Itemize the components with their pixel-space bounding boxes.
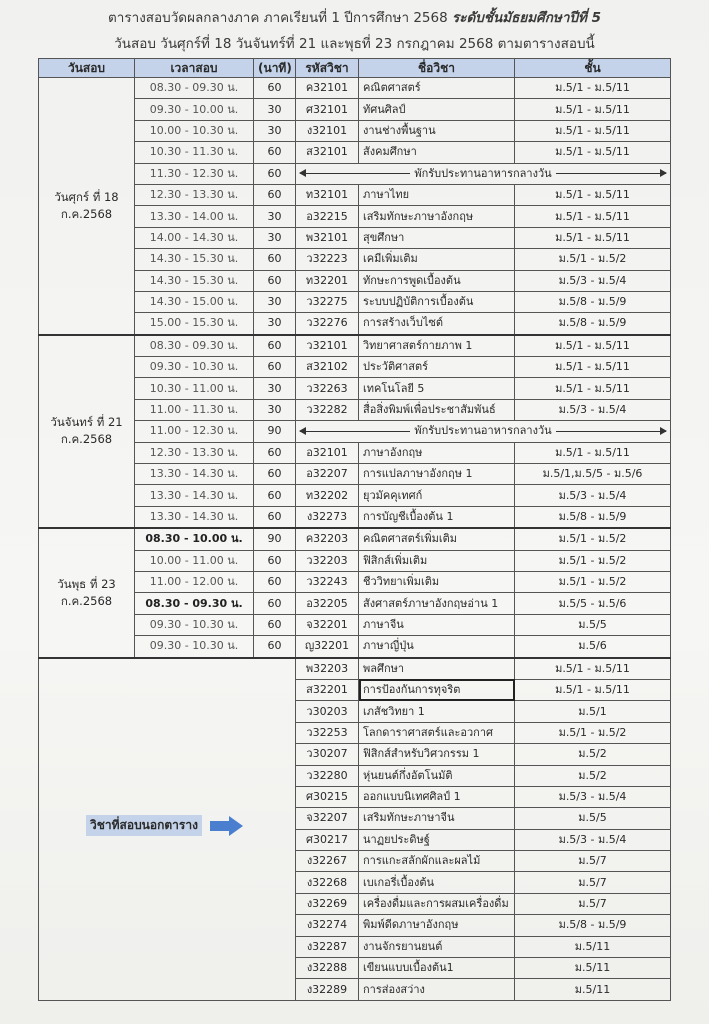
class-cell: ม.5/3 - ม.5/4 [515,829,671,850]
class-cell: ม.5/1,ม.5/5 - ม.5/6 [515,464,671,485]
subject-code-cell: ท32101 [296,184,359,205]
header-minutes: (นาที) [254,59,296,78]
exam-time-cell: 08.30 - 09.30 น. [135,335,254,357]
exam-time-cell: 10.30 - 11.00 น. [135,378,254,399]
subject-name-cell: คณิตศาสตร์เพิ่มเติม [359,528,515,550]
arrow-right-icon [210,816,244,836]
header-day: วันสอบ [39,59,135,78]
class-cell: ม.5/5 [515,808,671,829]
subject-code-cell: ง32288 [296,958,359,979]
exam-time-cell: 09.30 - 10.30 น. [135,636,254,658]
subject-code-cell: จ32207 [296,808,359,829]
subject-code-cell: ศ30215 [296,786,359,807]
subject-name-cell: การบัญชีเบื้องต้น 1 [359,506,515,528]
exam-minutes-cell: 60 [254,485,296,506]
subject-code-cell: ง32287 [296,936,359,957]
subject-name-cell: การสร้างเว็บไซต์ [359,313,515,335]
subject-code-cell: อ32215 [296,206,359,227]
subject-name-cell: คณิตศาสตร์ [359,78,515,99]
subject-name-cell: เทคโนโลยี 5 [359,378,515,399]
lunch-break-text: พักรับประทานอาหารกลางวัน [414,424,552,438]
class-cell: ม.5/1 - ม.5/11 [515,227,671,248]
class-cell: ม.5/8 - ม.5/9 [515,915,671,936]
subject-name-cell: เขียนแบบเบื้องต้น1 [359,958,515,979]
subject-name-cell: ออกแบบนิเทศศิลป์ 1 [359,786,515,807]
subject-name-cell: ฟิสิกส์เพิ่มเติม [359,550,515,571]
exam-minutes-cell: 60 [254,335,296,357]
exam-minutes-cell: 60 [254,184,296,205]
class-cell: ม.5/7 [515,872,671,893]
subject-code-cell: ว32275 [296,291,359,312]
subject-name-cell: เสริมทักษะภาษาจีน [359,808,515,829]
subject-code-cell: ว30203 [296,701,359,722]
arrow-right-icon [556,173,666,174]
subject-name-cell: การแปลภาษาอังกฤษ 1 [359,464,515,485]
subject-code-cell: ง32268 [296,872,359,893]
subject-code-cell: ค32203 [296,528,359,550]
exam-minutes-cell: 90 [254,528,296,550]
subject-code-cell: ว32223 [296,249,359,270]
exam-minutes-cell: 30 [254,291,296,312]
subject-name-cell: ยุวมัคคุเทศก์ [359,485,515,506]
subject-name-cell: เภสัชวิทยา 1 [359,701,515,722]
subject-code-cell: ศ32101 [296,99,359,120]
exam-minutes-cell: 60 [254,78,296,99]
subject-code-cell: ว32203 [296,550,359,571]
lunch-break-cell [296,163,671,184]
exam-time-cell: 09.30 - 10.00 น. [135,99,254,120]
class-cell: ม.5/3 - ม.5/4 [515,786,671,807]
subject-code-cell: ส32102 [296,357,359,378]
class-cell: ม.5/1 - ม.5/11 [515,357,671,378]
class-cell: ม.5/2 [515,765,671,786]
subject-code-cell: ญ32201 [296,636,359,658]
header-code: รหัสวิชา [296,59,359,78]
exam-time-cell: 09.30 - 10.30 น. [135,614,254,635]
arrow-left-icon [300,431,410,432]
subject-code-cell: พ32101 [296,227,359,248]
exam-minutes-cell: 60 [254,571,296,592]
subject-name-cell: ชีววิทยาเพิ่มเติม [359,571,515,592]
exam-minutes-cell: 30 [254,227,296,248]
class-cell: ม.5/2 [515,744,671,765]
exam-time-cell: 08.30 - 09.30 น. [135,593,254,614]
subject-code-cell: ว32282 [296,399,359,420]
class-cell: ม.5/1 - ม.5/11 [515,679,671,700]
exam-day-cell: วันพุธ ที่ 23 ก.ค.2568 [39,528,135,657]
subject-code-cell: ง32101 [296,120,359,141]
table-row [39,78,671,99]
subject-name-cell: ระบบปฏิบัติการเบื้องต้น [359,291,515,312]
lunch-break-cell [296,421,671,442]
exam-minutes-cell: 30 [254,99,296,120]
exam-time-cell: 12.30 - 13.30 น. [135,184,254,205]
exam-time-cell: 13.30 - 14.00 น. [135,206,254,227]
document-subtitle: วันสอบ วันศุกร์ที่ 18 วันจันทร์ที่ 21 และพุธที่ 23 กรกฎาคม 2568 ตามตารางสอบนี้ [114,36,595,52]
subject-code-cell: ว32101 [296,335,359,357]
exam-minutes-cell: 60 [254,614,296,635]
class-cell: ม.5/1 - ม.5/2 [515,528,671,550]
exam-time-cell: 10.30 - 11.30 น. [135,142,254,163]
class-cell: ม.5/1 - ม.5/11 [515,335,671,357]
subject-name-cell: การแกะสลักผักและผลไม้ [359,851,515,872]
subject-code-cell: ว32280 [296,765,359,786]
exam-time-cell: 08.30 - 09.30 น. [135,78,254,99]
class-cell: ม.5/3 - ม.5/4 [515,270,671,291]
lunch-break-arrow [300,421,666,441]
subject-name-cell: งานจักรยานยนต์ [359,936,515,957]
class-cell: ม.5/8 - ม.5/9 [515,313,671,335]
class-cell: ม.5/1 - ม.5/2 [515,571,671,592]
subject-name-cell: ฟิสิกส์สำหรับวิศวกรรม 1 [359,744,515,765]
subject-name-cell: เคมีเพิ่มเติม [359,249,515,270]
exam-minutes-cell: 60 [254,142,296,163]
subject-name-cell: ประวัติศาสตร์ [359,357,515,378]
exam-minutes-cell: 60 [254,593,296,614]
lunch-break-arrow [300,164,666,184]
exam-minutes-cell: 60 [254,442,296,463]
subject-code-cell: ง32289 [296,979,359,1000]
subject-code-cell: ว30207 [296,744,359,765]
subject-code-cell: ว32253 [296,722,359,743]
outside-label-text: วิชาที่สอบนอกตาราง [86,815,202,836]
class-cell: ม.5/1 - ม.5/11 [515,184,671,205]
exam-time-cell: 11.30 - 12.30 น. [135,163,254,184]
subject-code-cell: พ32203 [296,658,359,680]
subject-name-cell: ทัศนศิลป์ [359,99,515,120]
exam-minutes-cell: 30 [254,206,296,227]
class-cell: ม.5/1 - ม.5/11 [515,206,671,227]
class-cell: ม.5/3 - ม.5/4 [515,399,671,420]
subject-name-cell: เบเกอรี่เบื้องต้น [359,872,515,893]
exam-time-cell: 14.00 - 14.30 น. [135,227,254,248]
subject-name-cell: สื่อสิ่งพิมพ์เพื่อประชาสัมพันธ์ [359,399,515,420]
exam-time-cell: 13.30 - 14.30 น. [135,464,254,485]
class-cell: ม.5/5 - ม.5/6 [515,593,671,614]
exam-time-cell: 14.30 - 15.00 น. [135,291,254,312]
lunch-break-text: พักรับประทานอาหารกลางวัน [414,166,552,180]
subject-name-cell: ภาษาอังกฤษ [359,442,515,463]
arrow-left-icon [300,173,410,174]
subject-code-cell: ส32101 [296,142,359,163]
table-row [39,528,671,550]
class-cell: ม.5/1 - ม.5/11 [515,442,671,463]
exam-time-cell: 12.30 - 13.30 น. [135,442,254,463]
exam-minutes-cell: 30 [254,399,296,420]
class-cell: ม.5/1 - ม.5/11 [515,120,671,141]
exam-time-cell: 11.00 - 12.00 น. [135,571,254,592]
exam-day-cell: วันศุกร์ ที่ 18 ก.ค.2568 [39,78,135,335]
class-cell: ม.5/1 - ม.5/2 [515,249,671,270]
subject-name-cell: ภาษาไทย [359,184,515,205]
class-cell: ม.5/7 [515,893,671,914]
exam-time-cell: 15.00 - 15.30 น. [135,313,254,335]
exam-minutes-cell: 60 [254,163,296,184]
arrow-right-icon [556,431,666,432]
class-cell: ม.5/1 - ม.5/11 [515,78,671,99]
class-cell: ม.5/11 [515,979,671,1000]
exam-minutes-cell: 60 [254,464,296,485]
exam-minutes-cell: 60 [254,636,296,658]
exam-minutes-cell: 90 [254,421,296,442]
subject-code-cell: จ32201 [296,614,359,635]
subject-name-cell: โลกดาราศาสตร์และอวกาศ [359,722,515,743]
subject-code-cell: ท32201 [296,270,359,291]
subject-name-cell: ภาษาญี่ปุ่น [359,636,515,658]
exam-time-cell: 08.30 - 10.00 น. [135,528,254,550]
subject-name-cell: พลศึกษา [359,658,515,680]
table-header-row [39,59,671,78]
class-cell: ม.5/7 [515,851,671,872]
class-cell: ม.5/8 - ม.5/9 [515,291,671,312]
subject-code-cell: ว32243 [296,571,359,592]
subject-code-cell: อ32207 [296,464,359,485]
class-cell: ม.5/3 - ม.5/4 [515,485,671,506]
subject-name-cell: สังคมศึกษา [359,142,515,163]
exam-schedule-table [38,58,671,1001]
exam-time-cell: 13.30 - 14.30 น. [135,485,254,506]
exam-minutes-cell: 60 [254,249,296,270]
table-body [39,78,671,1001]
subject-name-cell: เครื่องดื่มและการผสมเครื่องดื่ม [359,893,515,914]
document-title: ตารางสอบวัดผลกลางภาค ภาคเรียนที่ 1 ปีการศึกษา 2568 ระดับชั้นมัธยมศึกษาปีที่ 5 [108,10,601,26]
exam-minutes-cell: 30 [254,313,296,335]
subject-code-cell: อ32101 [296,442,359,463]
subject-name-cell: สังศาสตร์ภาษาอังกฤษอ่าน 1 [359,593,515,614]
class-cell: ม.5/1 - ม.5/2 [515,722,671,743]
class-cell: ม.5/1 - ม.5/11 [515,658,671,680]
header-time: เวลาสอบ [135,59,254,78]
class-cell: ม.5/8 - ม.5/9 [515,506,671,528]
table-row [39,335,671,357]
exam-time-cell: 09.30 - 10.30 น. [135,357,254,378]
subject-name-cell: นาฏยประดิษฐ์ [359,829,515,850]
header-subject: ชื่อวิชา [359,59,515,78]
subject-name-cell: ภาษาจีน [359,614,515,635]
subject-code-cell: อ32205 [296,593,359,614]
exam-day-cell: วันจันทร์ ที่ 21 ก.ค.2568 [39,335,135,529]
exam-minutes-cell: 30 [254,120,296,141]
exam-minutes-cell: 60 [254,550,296,571]
class-cell: ม.5/1 - ม.5/11 [515,378,671,399]
subject-name-cell: วิทยาศาสตร์กายภาพ 1 [359,335,515,357]
class-cell: ม.5/1 - ม.5/2 [515,550,671,571]
subject-code-cell: ง32267 [296,851,359,872]
subject-name-cell: พิมพ์ดีดภาษาอังกฤษ [359,915,515,936]
outside-schedule-label [86,815,244,836]
subject-code-cell: ศ30217 [296,829,359,850]
class-cell: ม.5/1 - ม.5/11 [515,142,671,163]
subject-name-cell: สุขศึกษา [359,227,515,248]
subject-code-cell: ง32274 [296,915,359,936]
exam-minutes-cell: 60 [254,357,296,378]
class-cell: ม.5/11 [515,958,671,979]
class-cell: ม.5/1 - ม.5/11 [515,99,671,120]
class-cell: ม.5/6 [515,636,671,658]
subject-name-cell: เสริมทักษะภาษาอังกฤษ [359,206,515,227]
subject-code-cell: ง32273 [296,506,359,528]
exam-minutes-cell: 60 [254,506,296,528]
subject-code-cell: ค32101 [296,78,359,99]
exam-minutes-cell: 60 [254,270,296,291]
subject-name-cell: การป้องกันการทุจริต [359,679,515,700]
subject-code-cell: ง32269 [296,893,359,914]
exam-time-cell: 14.30 - 15.30 น. [135,270,254,291]
subject-code-cell: ส32201 [296,679,359,700]
subject-name-cell: หุ่นยนต์กึ่งอัตโนมัติ [359,765,515,786]
subject-name-cell: การส่องสว่าง [359,979,515,1000]
exam-time-cell: 10.00 - 10.30 น. [135,120,254,141]
class-cell: ม.5/5 [515,614,671,635]
subject-code-cell: ว32263 [296,378,359,399]
exam-time-cell: 11.00 - 12.30 น. [135,421,254,442]
subject-code-cell: ว32276 [296,313,359,335]
exam-time-cell: 13.30 - 14.30 น. [135,506,254,528]
subject-name-cell: ทักษะการพูดเบื้องต้น [359,270,515,291]
class-cell: ม.5/1 [515,701,671,722]
exam-time-cell: 11.00 - 11.30 น. [135,399,254,420]
exam-minutes-cell: 30 [254,378,296,399]
subject-name-cell: งานช่างพื้นฐาน [359,120,515,141]
subject-code-cell: ท32202 [296,485,359,506]
exam-time-cell: 10.00 - 11.00 น. [135,550,254,571]
table-row [39,658,671,680]
class-cell: ม.5/11 [515,936,671,957]
exam-time-cell: 14.30 - 15.30 น. [135,249,254,270]
header-class: ชั้น [515,59,671,78]
